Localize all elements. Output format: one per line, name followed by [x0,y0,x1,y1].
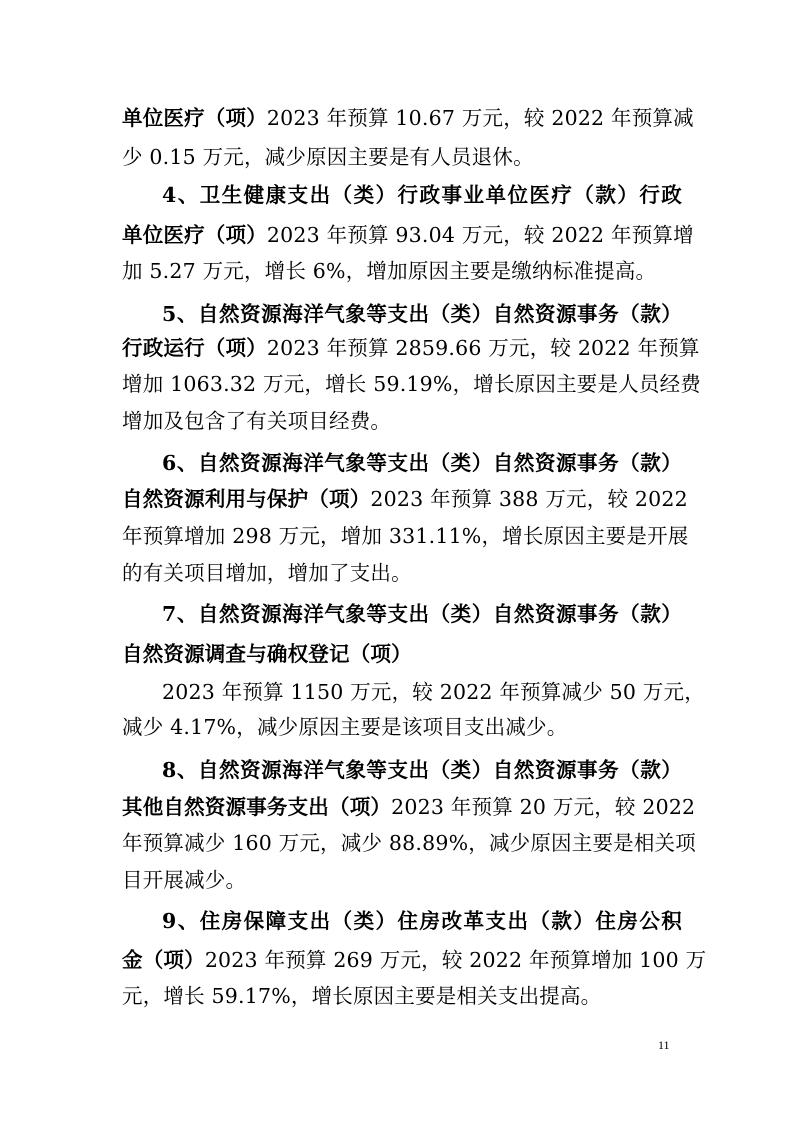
paragraph-heading-7 [162,599,682,629]
paragraph-line [122,865,682,895]
line-bold-text: 8、自然资源海洋气象等支出（类）自然资源事务（款） [162,758,682,782]
paragraph-heading-4 [162,180,682,210]
line-bold-text: 自然资源调查与确权登记（项） [122,642,412,666]
paragraph-heading-9 [162,906,682,936]
line-text: 2023 年预算 269 万元，较 2022 年预算增加 100 万 [204,948,707,972]
line-text: 2023 年预算 388 万元，较 2022 [370,487,688,511]
line-text: 年预算增加 298 万元，增加 331.11%，增长原因主要是开展 [122,524,689,548]
paragraph-line [122,558,682,588]
line-bold-text: 9、住房保障支出（类）住房改革支出（款）住房公积 [162,909,682,933]
line-text: 加 5.27 万元，增长 6%，增加原因主要是缴纳标准提高。 [122,259,657,283]
paragraph-line [122,521,689,551]
paragraph-line [122,945,707,975]
line-bold-text: 金（项） [122,948,205,972]
paragraph-line [122,792,696,822]
line-bold-text: 4、卫生健康支出（类）行政事业单位医疗（款）行政 [162,183,682,207]
paragraph-line [162,677,705,707]
line-bold-text: 7、自然资源海洋气象等支出（类）自然资源事务（款） [162,602,682,626]
paragraph-line [122,220,694,250]
paragraph-line [122,712,682,742]
line-bold-text: 其他自然资源事务支出（项） [122,795,392,819]
paragraph-line [122,103,694,133]
line-bold-text: 单位医疗（项） [122,106,267,130]
line-bold-text: 5、自然资源海洋气象等支出（类）自然资源事务（款） [162,302,682,326]
paragraph-line [122,484,688,514]
paragraph-heading-6 [162,448,682,478]
line-text: 减少 4.17%，减少原因主要是该项目支出减少。 [122,715,568,739]
line-bold-text: 自然资源利用与保护（项） [122,487,371,511]
line-text: 的有关项目增加，增加了支出。 [122,561,412,585]
paragraph-line [122,369,701,399]
paragraph-heading-8 [162,755,682,785]
paragraph-line [122,828,696,858]
line-bold-text: 行政运行（项） [122,336,267,360]
line-text: 2023 年预算 20 万元，较 2022 [391,795,696,819]
line-text: 增加 1063.32 万元，增长 59.19%，增长原因主要是人员经费 [122,372,701,396]
line-text: 目开展减少。 [122,868,247,892]
paragraph-line [122,142,682,172]
paragraph-line [122,333,700,363]
paragraph-line [122,981,682,1011]
line-text: 2023 年预算 93.04 万元，较 2022 年预算增 [266,223,694,247]
line-text: 少 0.15 万元，减少原因主要是有人员退休。 [122,145,534,169]
line-text: 2023 年预算 2859.66 万元，较 2022 年预算 [266,336,700,360]
paragraph-line [122,639,682,669]
page-number: 11 [658,1038,670,1052]
paragraph-line [122,256,682,286]
line-bold-text: 单位医疗（项） [122,223,267,247]
line-text: 元，增长 59.17%，增长原因主要是相关支出提高。 [122,984,602,1008]
paragraph-line [122,406,682,436]
paragraph-heading-5 [162,299,682,329]
line-text: 年预算减少 160 万元，减少 88.89%，减少原因主要是相关项 [122,831,696,855]
line-text: 增加及包含了有关项目经费。 [122,409,392,433]
line-text: 2023 年预算 10.67 万元，较 2022 年预算减 [266,106,694,130]
line-bold-text: 6、自然资源海洋气象等支出（类）自然资源事务（款） [162,451,682,475]
line-text: 2023 年预算 1150 万元，较 2022 年预算减少 50 万元， [162,680,705,704]
